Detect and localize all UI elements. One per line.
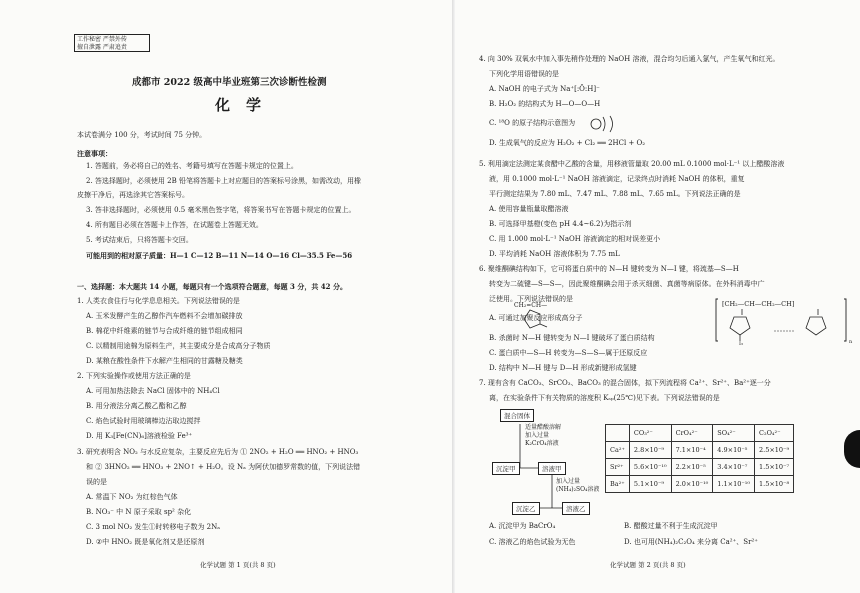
ksp-header-cell: SO₄²⁻ [713,425,755,442]
q7-option: C. 溶液乙的焰色试验为无色 [489,538,576,546]
q3-stem: 3. 研究表明含 NO₂ 与水反应复杂，主要反应先后为 ① 2NO₂ + H₂O ══ HNO₂ + HNO₃ [77,448,359,456]
ksp-table [605,424,794,493]
q6-stem: 泛使用。下列说法错误的是 [489,295,573,303]
q3-option: C. 3 mol NO₂ 发生①时转移电子数为 2Nₐ [86,523,220,531]
q3-stem: 和 ② 3HNO₂ ══ HNO₃ + 2NO↑ + H₂O。设 Nₐ 为阿伏加德罗常数的值，下列说法错 [86,463,361,471]
atom-structure-diagram [588,114,624,134]
q1-option: C. 以精制用途棉为原料生产，其主要成分是合成高分子物质 [86,342,271,350]
q6-option: A. 可通过加聚反应形成高分子 [489,314,583,322]
note-line: 皮擦干净后，再选涂其它答案标号。 [77,191,189,199]
ksp-header-cell: C₂O₄²⁻ [755,425,794,442]
ksp-cell: 4.9×10⁻⁵ [713,442,755,459]
ksp-cell: 2.5×10⁻⁹ [755,442,794,459]
iodine-label: I₃ [739,341,743,347]
q6-option: D. 结构中 N—H 键与 D—H 形成新键形成氢键 [489,364,637,372]
confidential-stamp [74,34,150,52]
flow-step-2 [556,478,599,494]
polymer-label: [CH₂—CH—CH₂—CH] [722,300,795,308]
q2-stem: 2. 下列实验操作或使用方法正确的是 [77,372,191,380]
q3-option: B. NO₃⁻ 中 N 原子采取 sp² 杂化 [86,508,192,516]
intro-text: 本试卷满分 100 分，考试时间 75 分钟。 [77,131,207,139]
q6-stem: 6. 聚维酮碘结构如下，它可将蛋白质中的 N—H 键转变为 N—I 键，将巯基—S—H [479,265,739,273]
ksp-header-cell: CO₃²⁻ [629,425,671,442]
flow-step-1-line: 适量醋酸溶解 [525,424,562,431]
q7-stem: 7. 现有含有 CaCO₃、SrCO₃、BaCO₃ 的混合固体，拟下列流程将 Ca²⁺、Sr²⁺、Ba²⁺逐一分 [479,379,771,387]
ksp-header-row [606,425,794,442]
q7-option: B. 醋酸过量不利于生成沉淀甲 [624,522,718,530]
ksp-row [606,442,794,459]
flow-step-1 [525,424,561,448]
q7-option: A. 沉淀甲为 BaCrO₄ [489,522,556,530]
page-2 [452,0,860,593]
ksp-cell: 5.1×10⁻⁹ [629,476,671,493]
q5-stem: 平行测定结果为 7.80 mL、7.47 mL、7.88 mL、7.65 mL。下列说法正确的是 [489,190,741,198]
note-line: 2. 答选择题时，必须使用 2B 铅笔将答题卡上对应题目的答案标号涂黑，如需改动，用橡 [86,177,361,185]
stamp-line-1: 工作秘密 严禁外传 [77,36,127,43]
ksp-cell: Ba²⁺ [606,476,630,493]
q3-option: D. ②中 HNO₂ 既是氧化剂又是还原剂 [86,538,205,546]
flow-step-2-line: (NH₄)₂SO₄溶液 [556,486,600,493]
q2-option: A. 可用加热法除去 NaCl 固体中的 NH₄Cl [86,387,220,395]
q1-option: B. 棉花中纤维素的链节与合成纤维的链节组成相同 [86,327,243,335]
flow-mix-box: 混合固体 [500,409,534,422]
note-line: 5. 考试结束后，只将答题卡交回。 [86,236,193,244]
stamp-line-2: 擅自泄露 严肃追责 [77,44,127,51]
flow-solution-1: 溶液甲 [538,462,566,475]
flow-precip-2: 沉淀乙 [512,502,540,515]
q4-stem: 4. 向 30% 双氧水中加入事先稍作处理的 NaOH 溶液，混合均匀后通入氯气，产生氧气和红光。 [479,55,780,63]
q4-option: D. 生成氧气的反应为 H₂O₂ + Cl₂ ══ 2HCl + O₂ [489,139,646,147]
q6-stem: 转变为二硫键—S—S—，因此聚维酮碘会用于杀灭细菌、真菌等病原体。在外科消毒中广 [489,280,765,288]
q1-stem: 1. 人类衣食住行与化学息息相关。下列说法错误的是 [77,297,240,305]
ksp-cell: Sr²⁺ [606,459,630,476]
subject-title: 化学 [215,96,278,114]
ksp-cell: 1.5×10⁻⁷ [755,459,794,476]
q5-stem: 液，用 0.1000 mol·L⁻¹ NaOH 溶液滴定，记录终点时消耗 NaOH 的体积，重复 [489,175,745,183]
ksp-cell: 7.1×10⁻⁴ [671,442,713,459]
ksp-cell: 2.8×10⁻⁹ [629,442,671,459]
q2-option: B. 用分液法分离乙酸乙酯和乙醇 [86,402,187,410]
page-footer-1: 化学试题 第 1 页(共 8 页) [200,561,276,569]
q5-stem: 5. 利用滴定法测定某食醋中乙酸的含量，用移液管量取 20.00 mL 0.1000 mol·L⁻¹ 以上醋酸溶液 [479,160,785,168]
ksp-row [606,459,794,476]
monomer-label: CH₂=CH— [514,302,548,309]
ksp-header-cell [606,425,630,442]
ksp-cell: 5.6×10⁻¹⁰ [629,459,671,476]
note-line: 3. 答非选择题时，必须使用 0.5 毫米黑色签字笔，将答案书写在答题卡规定的位置上。 [86,206,356,214]
q4-option: B. H₂O₂ 的结构式为 H—O—O—H [489,100,601,108]
q6-option: B. 杀菌时 N—H 键转变为 N—I 键破坏了蛋白质结构 [489,334,655,342]
ksp-cell: 2.0×10⁻¹⁰ [671,476,713,493]
q5-option: A. 使用容量瓶量取醋溶液 [489,205,569,213]
section-1-heading: 一、选择题：本大题共 14 小题，每题只有一个选项符合题意，每题 3 分，共 42 分。 [77,282,347,291]
q5-option: C. 用 1.000 mol·L⁻¹ NaOH 溶液滴定的相对误差更小 [489,235,661,243]
q3-option: A. 常温下 NO₂ 为红棕色气体 [86,493,178,501]
flow-step-1-line: K₂CrO₄溶液 [525,440,559,447]
exam-title: 成都市 2022 级高中毕业班第三次诊断性检测 [132,77,327,88]
q4-option: C. ¹⁸O 的原子结构示意图为 [489,119,576,127]
note-line: 4. 所有题目必须在答题卡上作答，在试题卷上答题无效。 [86,221,263,229]
ksp-cell: 1.5×10⁻⁸ [755,476,794,493]
q6-option: C. 蛋白质中—S—H 转变为—S—S—属于还原反应 [489,349,648,357]
flow-solution-2: 溶液乙 [562,502,590,515]
ksp-header-cell: CrO₄²⁻ [671,425,713,442]
q7-stem: 离，在实验条件下有关物质的溶度积 Kₛₚ(25℃)见下表。下列说法错误的是 [489,394,720,402]
q1-option: A. 玉米发酵产生的乙醇作汽车燃料不会增加碳排放 [86,312,243,320]
ksp-row [606,476,794,493]
q4-option: A. NaOH 的电子式为 Na⁺[:Ö:H]⁻ [489,85,600,93]
q4-stem: 下列化学用语错误的是 [489,70,559,78]
notes-title: 注意事项： [77,149,112,158]
q2-option: C. 焰色试验时用玻璃棒边沾取边搅拌 [86,417,201,425]
q5-option: B. 可选择甲基橙(变色 pH 4.4~6.2)为指示剂 [489,220,632,228]
ksp-cell: 2.2×10⁻⁵ [671,459,713,476]
polymer-structure [714,297,856,349]
q1-option: D. 某粮在酸性条件下水解产生相同的甘露糖及糖类 [86,357,243,365]
ksp-cell: 1.1×10⁻¹⁰ [713,476,755,493]
note-line: 1. 答题前，务必将自己的姓名、考籍号填写在答题卡规定的位置上。 [86,162,298,170]
flow-precip-1: 沉淀甲 [492,462,520,475]
ksp-cell: 3.4×10⁻⁷ [713,459,755,476]
q7-option: D. 也可用(NH₄)₂C₂O₄ 来分离 Ca²⁺、Sr²⁺ [624,538,758,546]
polymer-sub-n: n [849,339,853,345]
flow-step-1-line: 加入过量 [525,432,550,439]
q5-option: D. 平均消耗 NaOH 溶液体积为 7.75 mL [489,250,620,258]
page-footer-2: 化学试题 第 2 页(共 8 页) [610,561,686,569]
flow-step-2-line: 加入过量 [556,478,581,485]
q2-option: D. 用 K₃[Fe(CN)₆]溶液检验 Fe³⁺ [86,432,193,440]
q3-stem: 误的是 [86,478,107,486]
atomic-mass-line: 可能用到的相对原子质量：H—1 C—12 B—11 N—14 O—16 Cl—35.5 Fe—56 [86,251,353,260]
ksp-cell: Ca²⁺ [606,442,630,459]
